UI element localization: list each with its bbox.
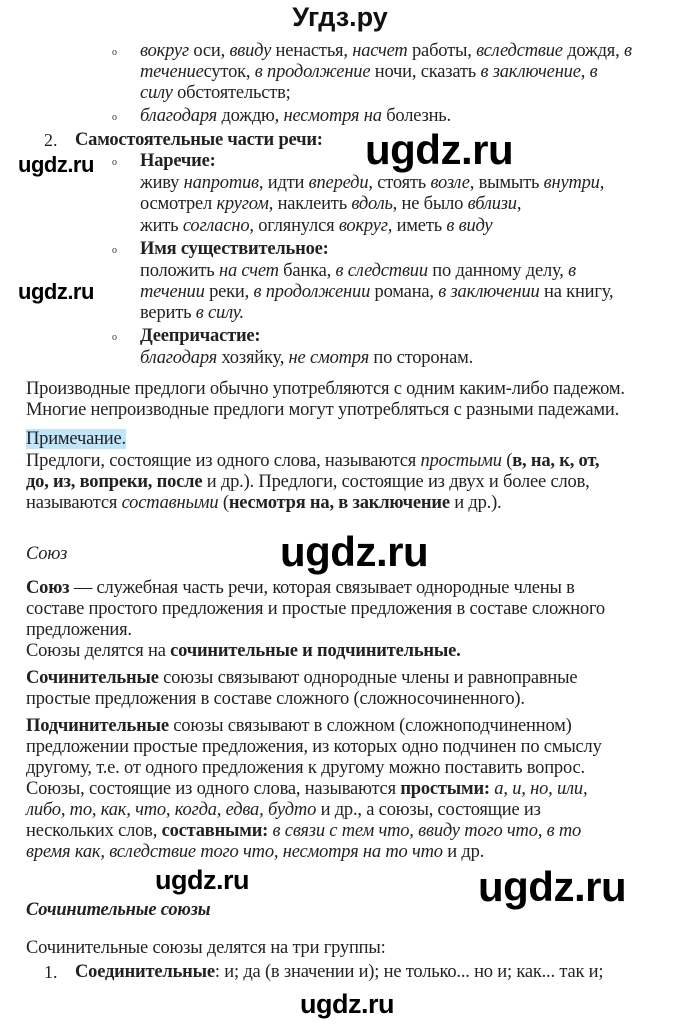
watermark: ugdz.ru [365,126,514,173]
text-segment: Многие непроизводные предлоги могут употребляться с разными падежами. [26,400,619,420]
text-segment: союзы связывают в сложном (сложноподчиненном) [168,716,572,736]
text-segment: не смотря [288,348,369,368]
text-segment: дождя, [562,41,624,61]
text-segment: болезнь. [381,106,451,126]
text-segment: в продолжение [254,62,371,82]
text-line [140,347,473,369]
text-segment: вдоль [351,194,393,214]
text-segment: внутри [543,173,600,193]
text-segment: и др.). Предлоги, состоящие из двух и более слов, [202,472,590,492]
text-line [140,61,597,83]
text-segment: простые предложения в составе сложного (сложносочиненного). [26,689,525,709]
text-segment: вследствие [476,41,563,61]
text-segment: Производные предлоги обычно употребляются с одним каким-либо падежом. [26,379,625,399]
text-line [140,325,260,347]
watermark: ugdz.ru [300,989,394,1019]
text-line [26,399,619,421]
text-line [26,492,501,514]
text-segment: на счет [218,261,279,281]
text-segment: до, из, вопреки, после [26,472,203,492]
watermark: ugdz.ru [18,279,94,304]
text-segment: возле [430,173,470,193]
text-segment: обстоятельств; [172,83,291,103]
text-line [26,757,585,779]
text-segment: жить [140,216,183,236]
text-segment: , вымыть [469,173,544,193]
text-segment: по сторонам. [369,348,474,368]
bullet-icon: o [112,47,117,58]
text-segment: — служебная часть речи, которая связывает однородные члены в [69,578,575,598]
note-label: Примечание. [26,429,126,449]
text-line [140,260,576,282]
text-line [26,428,126,450]
text-segment: кругом [216,194,269,214]
text-segment: течении [140,282,205,302]
text-segment: насчет [352,41,408,61]
text-segment: Самостоятельные части речи: [75,130,323,150]
text-segment: либо, то, как, что, когда, едва, будто [26,800,317,820]
text-segment: вокруг [338,216,388,236]
text-segment: , стоять [368,173,431,193]
text-line [26,736,602,758]
text-line [140,302,244,324]
text-segment: силу [140,83,173,103]
text-segment: благодаря [140,106,218,126]
text-segment: в продолжении [253,282,371,302]
text-line [26,471,590,493]
text-segment: в силу. [195,303,244,323]
text-segment: суток, [203,62,255,82]
text-segment: романа, [370,282,439,302]
text-line [26,820,581,842]
text-line [26,899,210,921]
text-segment: простыми [420,451,502,471]
text-segment: в, на, к, от, [512,451,600,471]
text-line [140,40,632,62]
text-segment: ввиду [229,41,272,61]
text-line [26,577,575,599]
text-segment: Союзы делятся на [26,641,171,661]
watermark: ugdz.ru [280,528,429,575]
text-segment: Деепричастие: [140,326,261,346]
text-segment: вблизи [467,194,517,214]
text-segment: Сочинительные союзы [26,900,211,920]
text-segment: верить [140,303,196,323]
text-segment: хозяйку, [217,348,289,368]
text-segment: , [516,194,522,214]
text-line [26,378,625,400]
bullet-icon: o [112,332,117,343]
text-segment: в заключении [438,282,540,302]
text-segment: несмотря на [283,106,382,126]
text-segment: , [599,173,605,193]
list-number: 1. [44,962,58,982]
text-segment: время как, вследствие того что, несмотря на то что [26,842,443,862]
text-segment: ночи, сказать [370,62,481,82]
text-segment: в [623,41,632,61]
text-line [140,82,291,104]
text-segment: осмотрел [140,194,217,214]
text-segment: Имя существительное: [140,239,329,259]
text-segment: в виду [446,216,493,236]
watermark: ugdz.ru [18,152,94,177]
text-segment: Наречие: [140,151,216,171]
text-line [26,778,587,800]
text-segment: Предлоги, состоящие из одного слова, называются [26,451,421,471]
text-segment: , не было [392,194,468,214]
text-segment: дождю, [217,106,284,126]
text-segment: сочинительные и подчинительные. [170,641,461,661]
text-line [140,281,613,303]
bullet-icon: o [112,112,117,123]
text-segment: Союз [26,544,68,564]
text-line [26,543,67,565]
bullet-icon: o [112,157,117,168]
text-segment: работы, [407,41,477,61]
text-segment: другому, т.е. от одного предложения к другому можно поставить вопрос. [26,758,585,778]
text-line [26,715,572,737]
page-title: Угдз.ру [292,2,388,32]
text-segment: составными: [161,821,269,841]
text-line [26,688,525,710]
list-number: 2. [44,130,58,150]
text-line [26,598,605,620]
text-segment: течение [140,62,204,82]
text-line [140,105,451,127]
text-segment: благодаря [140,348,218,368]
text-line [75,961,603,983]
text-segment: Союзы, состоящие из одного слова, называются [26,779,401,799]
bullet-icon: o [112,245,117,256]
text-segment: живу [140,173,184,193]
text-segment: банка, [278,261,336,281]
text-segment: Сочинительные [26,668,159,688]
watermark: ugdz.ru [155,865,249,895]
text-segment: вокруг [140,41,189,61]
text-line [140,238,329,260]
text-segment: составе простого предложения и простые предложения в составе сложного [26,599,605,619]
text-segment: в заключение [480,62,581,82]
text-line [26,841,484,863]
text-segment: в [568,261,576,281]
text-segment: ( [218,493,229,513]
text-segment: предложения. [26,620,132,640]
text-segment: оси, [188,41,230,61]
text-segment: , наклеить [268,194,352,214]
text-segment: по данному делу, [427,261,569,281]
text-segment: и др., а союзы, состоящие из [316,800,541,820]
text-segment: в связи с тем что, ввиду того что, в то [268,821,582,841]
text-line [26,937,386,959]
text-line [26,619,132,641]
text-segment: а, и, но, или, [489,779,588,799]
text-segment: согласно [182,216,250,236]
text-segment: , иметь [387,216,447,236]
text-segment: несмотря на, в заключение [228,493,450,513]
text-segment: , [580,62,590,82]
text-segment: положить [140,261,219,281]
text-segment: ( [501,451,513,471]
watermark: ugdz.ru [478,863,627,910]
text-line [26,667,577,689]
text-segment: составными [121,493,219,513]
text-segment: впереди [308,173,369,193]
text-line [140,150,216,172]
text-segment: : и; да (в значении и); не только... но и; как... так и; [214,962,604,982]
text-segment: предложении простые предложения, из которых одно подчинен по смыслу [26,737,602,757]
text-segment: Соединительные [75,962,215,982]
text-line [140,215,492,237]
text-segment: Сочинительные союзы делятся на три группы: [26,938,386,958]
text-line [26,640,461,662]
text-line [140,172,604,194]
text-segment: напротив [183,173,259,193]
text-line [140,193,521,215]
text-segment: в следствии [335,261,428,281]
text-segment: и др. [442,842,485,862]
text-segment: нескольких слов, [26,821,162,841]
text-segment: , оглянулся [249,216,339,236]
text-segment: союзы связывают однородные члены и равноправные [158,668,578,688]
text-segment: называются [26,493,122,513]
text-segment: в [589,62,598,82]
text-line [75,129,323,151]
text-segment: на книгу, [539,282,614,302]
text-segment: реки, [204,282,254,302]
text-segment: , идти [258,173,309,193]
text-segment: и др.). [449,493,502,513]
text-segment: простыми: [400,779,490,799]
text-segment: Союз [26,578,70,598]
text-segment: ненастья, [271,41,353,61]
text-line [26,799,541,821]
text-segment: Подчинительные [26,716,169,736]
text-line [26,450,599,472]
